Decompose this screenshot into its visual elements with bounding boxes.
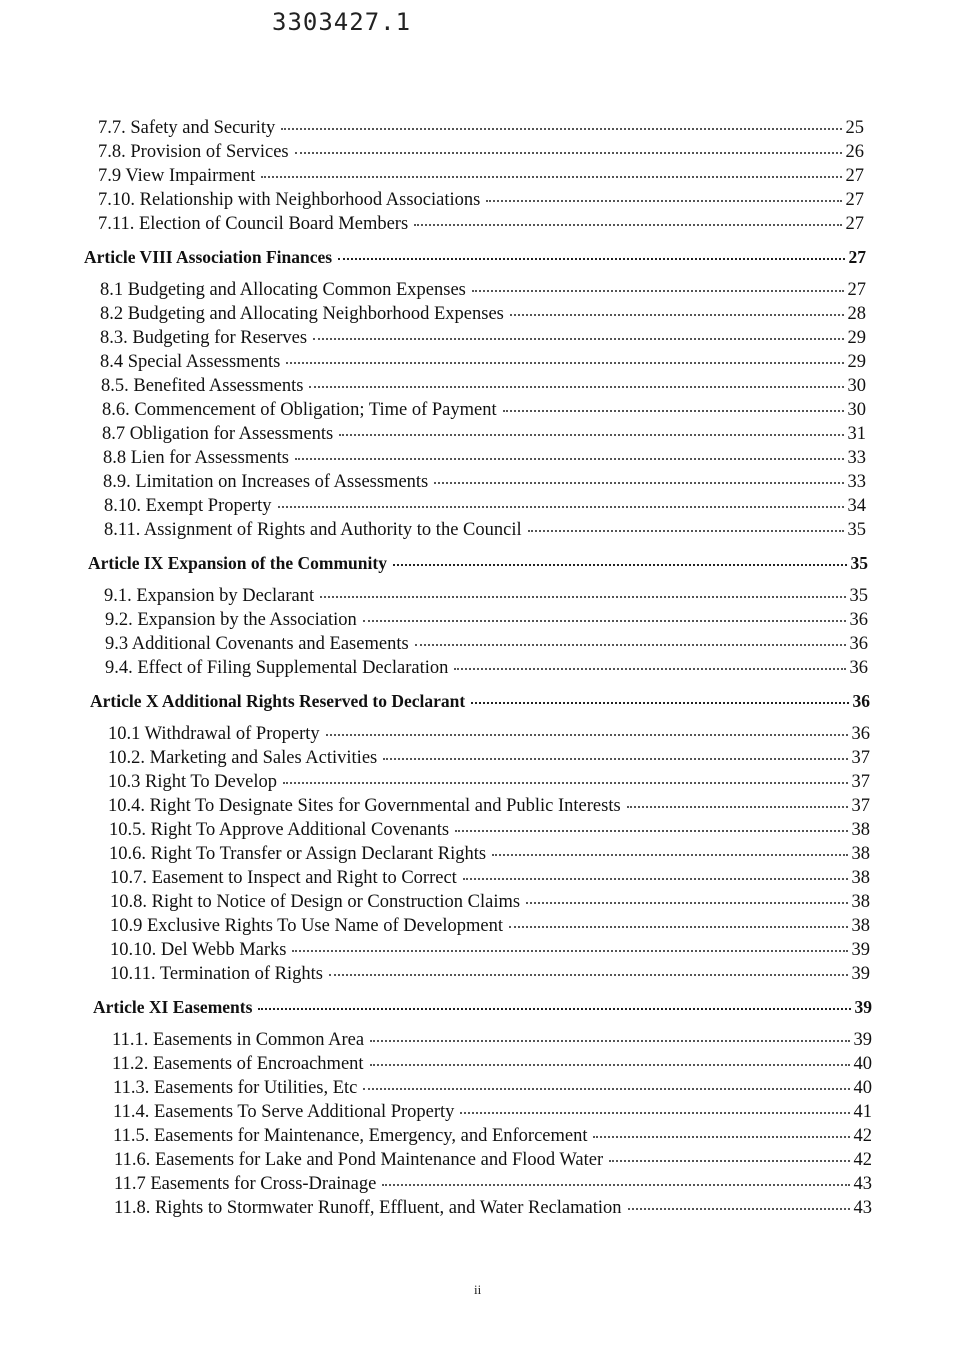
toc-entry[interactable] xyxy=(112,1028,872,1052)
toc-page-number: 43 xyxy=(853,1174,872,1194)
dot-leader xyxy=(295,444,843,460)
toc-page-number: 39 xyxy=(854,997,872,1017)
toc-entry[interactable] xyxy=(112,1052,872,1076)
dot-leader xyxy=(415,630,846,646)
toc-page-number: 27 xyxy=(845,166,864,186)
toc-entry[interactable] xyxy=(108,746,870,770)
toc-entry-title: 7.7. Safety and Security xyxy=(98,118,276,138)
toc-entry[interactable] xyxy=(103,446,866,470)
toc-page-number: 37 xyxy=(851,748,870,768)
toc-page-number: 27 xyxy=(845,190,864,210)
toc-entry[interactable] xyxy=(98,164,864,188)
toc-page-number: 27 xyxy=(847,280,866,300)
dot-leader xyxy=(455,816,847,832)
dot-leader xyxy=(309,372,843,388)
toc-entry[interactable] xyxy=(113,1076,872,1100)
toc-page-number: 38 xyxy=(851,844,870,864)
toc-entry-title: 8.11. Assignment of Rights and Authority to the Council xyxy=(104,520,522,540)
toc-page-number: 30 xyxy=(847,400,866,420)
toc-entry-title: 8.9. Limitation on Increases of Assessments xyxy=(103,472,429,492)
toc-entry-title: 7.9 View Impairment xyxy=(98,166,256,186)
toc-entry-title: 10.4. Right To Designate Sites for Governmental and Public Interests xyxy=(108,796,621,816)
dot-leader xyxy=(292,936,847,952)
toc-entry[interactable] xyxy=(104,518,866,542)
dot-leader xyxy=(628,1194,850,1210)
toc-entry[interactable] xyxy=(104,584,868,608)
dot-leader xyxy=(492,840,847,856)
toc-page-number: 38 xyxy=(851,820,870,840)
toc-page-number: 42 xyxy=(853,1150,872,1170)
dot-leader xyxy=(414,210,841,226)
toc-article-heading[interactable] xyxy=(93,992,872,1022)
dot-leader xyxy=(313,324,843,340)
toc-page-number: 43 xyxy=(853,1198,872,1218)
dot-leader xyxy=(463,864,848,880)
dot-leader xyxy=(278,492,844,508)
toc-entry-title: 9.4. Effect of Filing Supplemental Declaration xyxy=(105,658,449,678)
toc-article-heading[interactable] xyxy=(88,548,868,578)
dot-leader xyxy=(363,1074,849,1090)
dot-leader xyxy=(320,582,845,598)
dot-leader xyxy=(370,1026,849,1042)
dot-leader xyxy=(510,300,844,316)
dot-leader xyxy=(383,744,847,760)
toc-entry-title: 8.6. Commencement of Obligation; Time of Payment xyxy=(102,400,497,420)
dot-leader xyxy=(258,994,850,1010)
toc-entry[interactable] xyxy=(108,770,870,794)
table-of-contents xyxy=(0,116,976,1220)
toc-page-number: 37 xyxy=(851,772,870,792)
toc-page-number: 34 xyxy=(847,496,866,516)
toc-entry-title: 10.8. Right to Notice of Design or Construction Claims xyxy=(110,892,521,912)
toc-page-number: 27 xyxy=(845,214,864,234)
toc-entry-title: 11.1. Easements in Common Area xyxy=(112,1030,365,1050)
toc-entry[interactable] xyxy=(109,818,870,842)
toc-entry[interactable] xyxy=(114,1172,872,1196)
dot-leader xyxy=(486,186,841,202)
dot-leader xyxy=(472,276,844,292)
toc-entry[interactable] xyxy=(113,1100,872,1124)
document-id: 3303427.1 xyxy=(272,8,412,36)
toc-entry[interactable] xyxy=(105,632,868,656)
toc-page-number: 33 xyxy=(847,472,866,492)
toc-entry[interactable] xyxy=(100,278,866,302)
toc-page-number: 35 xyxy=(847,520,866,540)
toc-entry-title: 8.3. Budgeting for Reserves xyxy=(100,328,308,348)
toc-entry[interactable] xyxy=(102,398,866,422)
toc-entry[interactable] xyxy=(104,494,866,518)
toc-entry[interactable] xyxy=(114,1196,872,1220)
toc-page-number: 42 xyxy=(853,1126,872,1146)
toc-page-number: 38 xyxy=(851,892,870,912)
toc-entry-title: 8.10. Exempt Property xyxy=(104,496,272,516)
toc-page-number: 39 xyxy=(851,940,870,960)
toc-entry-title: 8.5. Benefited Assessments xyxy=(101,376,304,396)
toc-entry-title: 10.6. Right To Transfer or Assign Declarant Rights xyxy=(109,844,487,864)
toc-entry-title: 11.3. Easements for Utilities, Etc xyxy=(113,1078,358,1098)
toc-page-number: 38 xyxy=(851,868,870,888)
toc-entry-title: 10.2. Marketing and Sales Activities xyxy=(108,748,378,768)
dot-leader xyxy=(283,768,848,784)
dot-leader xyxy=(509,912,848,928)
toc-page-number: 35 xyxy=(850,553,868,573)
toc-page-number: 40 xyxy=(853,1054,872,1074)
toc-page-number: 36 xyxy=(849,634,868,654)
toc-entry-title: 8.1 Budgeting and Allocating Common Expenses xyxy=(100,280,466,300)
toc-entry-title: Article XI Easements xyxy=(93,997,253,1017)
toc-entry[interactable] xyxy=(110,914,870,938)
toc-page-number: 25 xyxy=(845,118,864,138)
toc-entry[interactable] xyxy=(105,608,868,632)
dot-leader xyxy=(471,688,848,704)
toc-entry[interactable] xyxy=(114,1148,872,1172)
toc-page-number: 41 xyxy=(853,1102,872,1122)
toc-entry[interactable] xyxy=(110,938,870,962)
toc-entry-title: 11.6. Easements for Lake and Pond Maintenance and Flood Water xyxy=(114,1150,604,1170)
dot-leader xyxy=(286,348,843,364)
toc-page-number: 37 xyxy=(851,796,870,816)
toc-entry-title: 7.10. Relationship with Neighborhood Associations xyxy=(98,190,481,210)
toc-entry-title: Article VIII Association Finances xyxy=(84,247,333,267)
dot-leader xyxy=(593,1122,849,1138)
toc-entry-title: 10.5. Right To Approve Additional Covenants xyxy=(109,820,450,840)
toc-entry-title: 10.11. Termination of Rights xyxy=(110,964,323,984)
toc-entry-title: 7.8. Provision of Services xyxy=(98,142,289,162)
toc-page-number: 31 xyxy=(847,424,866,444)
toc-page-number: 33 xyxy=(847,448,866,468)
toc-entry-title: 9.3 Additional Covenants and Easements xyxy=(105,634,409,654)
toc-page-number: 36 xyxy=(849,658,868,678)
toc-entry-title: 10.10. Del Webb Marks xyxy=(110,940,287,960)
page-number: ii xyxy=(474,1282,482,1297)
toc-entry[interactable] xyxy=(98,116,864,140)
dot-leader xyxy=(503,396,844,412)
dot-leader xyxy=(338,244,844,260)
toc-entry-title: 10.1 Withdrawal of Property xyxy=(108,724,320,744)
toc-page-number: 28 xyxy=(847,304,866,324)
dot-leader xyxy=(329,960,848,976)
dot-leader xyxy=(363,606,846,622)
toc-entry-title: 8.2 Budgeting and Allocating Neighborhood Expenses xyxy=(100,304,504,324)
dot-leader xyxy=(339,420,843,436)
toc-entry[interactable] xyxy=(100,350,866,374)
toc-entry[interactable] xyxy=(100,302,866,326)
toc-entry-title: Article IX Expansion of the Community xyxy=(88,553,387,573)
toc-entry-title: 7.11. Election of Council Board Members xyxy=(98,214,409,234)
toc-entry[interactable] xyxy=(100,326,866,350)
toc-entry-title: 11.5. Easements for Maintenance, Emergency, and Enforcement xyxy=(113,1126,588,1146)
dot-leader xyxy=(326,720,848,736)
toc-entry-title: 10.7. Easement to Inspect and Right to Correct xyxy=(110,868,457,888)
toc-entry-title: 8.4 Special Assessments xyxy=(100,352,281,372)
toc-page-number: 38 xyxy=(851,916,870,936)
toc-page-number: 39 xyxy=(851,964,870,984)
dot-leader xyxy=(528,516,844,532)
dot-leader xyxy=(526,888,847,904)
toc-entry-title: Article X Additional Rights Reserved to Declarant xyxy=(90,691,466,711)
toc-page-number: 39 xyxy=(853,1030,872,1050)
toc-entry[interactable] xyxy=(101,374,866,398)
toc-entry[interactable] xyxy=(110,890,870,914)
dot-leader xyxy=(261,162,841,178)
toc-page-number: 36 xyxy=(851,724,870,744)
toc-entry-title: 11.2. Easements of Encroachment xyxy=(112,1054,364,1074)
toc-article-heading[interactable] xyxy=(84,242,866,272)
toc-entry[interactable] xyxy=(113,1124,872,1148)
toc-entry-title: 8.8 Lien for Assessments xyxy=(103,448,290,468)
dot-leader xyxy=(609,1146,849,1162)
toc-entry-title: 11.7 Easements for Cross-Drainage xyxy=(114,1174,377,1194)
toc-entry[interactable] xyxy=(105,656,868,680)
toc-entry-title: 11.4. Easements To Serve Additional Property xyxy=(113,1102,455,1122)
dot-leader xyxy=(382,1170,849,1186)
toc-entry[interactable] xyxy=(98,188,864,212)
toc-entry-title: 9.1. Expansion by Declarant xyxy=(104,586,315,606)
toc-entry[interactable] xyxy=(108,794,870,818)
toc-entry-title: 9.2. Expansion by the Association xyxy=(105,610,357,630)
toc-page-number: 35 xyxy=(849,586,868,606)
dot-leader xyxy=(454,654,845,670)
toc-page-number: 26 xyxy=(845,142,864,162)
dot-leader xyxy=(281,114,841,130)
toc-entry-title: 10.9 Exclusive Rights To Use Name of Development xyxy=(110,916,503,936)
toc-entry[interactable] xyxy=(102,422,866,446)
dot-leader xyxy=(434,468,843,484)
toc-entry-title: 8.7 Obligation for Assessments xyxy=(102,424,334,444)
toc-page-number: 30 xyxy=(847,376,866,396)
toc-entry[interactable] xyxy=(110,866,870,890)
toc-entry[interactable] xyxy=(103,470,866,494)
dot-leader xyxy=(460,1098,849,1114)
dot-leader xyxy=(370,1050,850,1066)
toc-entry-title: 10.3 Right To Develop xyxy=(108,772,277,792)
toc-entry[interactable] xyxy=(110,962,870,986)
toc-page-number: 29 xyxy=(847,328,866,348)
dot-leader xyxy=(627,792,848,808)
toc-entry[interactable] xyxy=(109,842,870,866)
toc-page-number: 36 xyxy=(849,610,868,630)
dot-leader xyxy=(393,550,847,566)
dot-leader xyxy=(295,138,842,154)
toc-entry[interactable] xyxy=(108,722,870,746)
toc-page-number: 29 xyxy=(847,352,866,372)
toc-page-number: 27 xyxy=(848,247,866,267)
toc-page-number: 36 xyxy=(852,691,870,711)
toc-article-heading[interactable] xyxy=(90,686,870,716)
toc-page-number: 40 xyxy=(853,1078,872,1098)
toc-entry[interactable] xyxy=(98,140,864,164)
toc-entry[interactable] xyxy=(98,212,864,236)
toc-entry-title: 11.8. Rights to Stormwater Runoff, Effluent, and Water Reclamation xyxy=(114,1198,622,1218)
